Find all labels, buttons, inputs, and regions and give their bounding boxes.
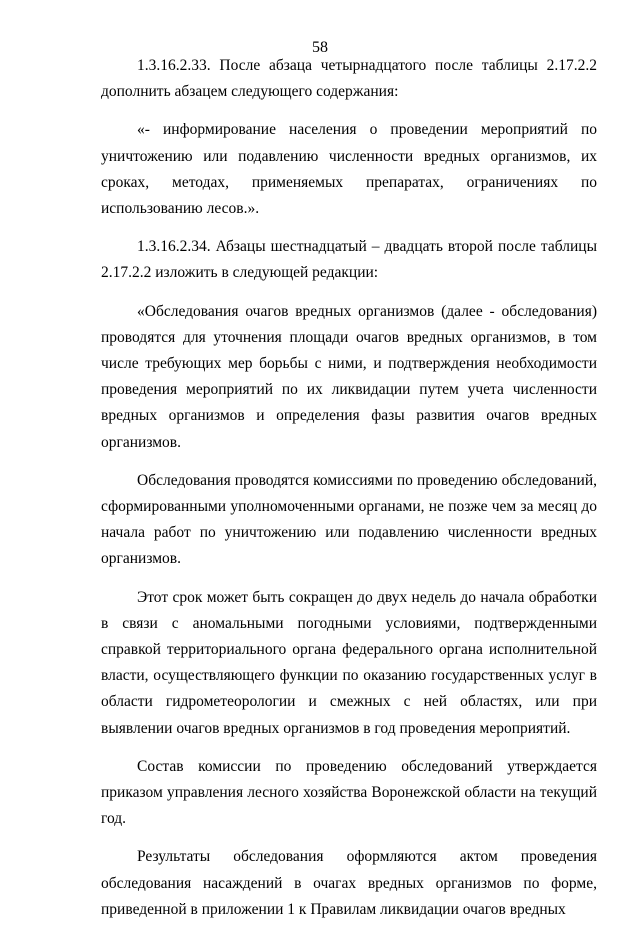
paragraph-amendment-33: 1.3.16.2.33. После абзаца четырнадцатого после таблицы 2.17.2.2 дополнить абзацем следующего содержания: [101, 57, 597, 101]
paragraph-deadline-reduction: Этот срок может быть сокращен до двух недель до начала обработки в связи с аномальными погодными условиями, подтвержденными справкой территориального органа федерального органа исполнительной власти, осуществляющего функции по оказанию государственных услуг в области гидрометеорологии и смежных с ней областях, или при выявлении очагов вредных организмов в год проведения мероприятий. [101, 588, 597, 737]
page-number: 58 [312, 39, 328, 56]
paragraph-commission-composition: Состав комиссии по проведению обследований утверждается приказом управления лесного хозяйства Воронежской области на текущий год. [101, 757, 597, 828]
paragraph-inserted-text: «- информирование населения о проведении мероприятий по уничтожению или подавлению численности вредных организмов, их сроках, методах, применяемых препаратах, ограничениях по использованию лесов.». [101, 121, 597, 218]
paragraph-survey-results: Результаты обследования оформляются актом проведения обследования насаждений в очагах вредных организмов по форме, приведенной в приложении 1 к Правилам ликвидации очагов вредных [101, 848, 597, 918]
document-body [101, 53, 597, 935]
paragraph-surveys-commissions: Обследования проводятся комиссиями по проведению обследований, сформированными уполномоченными органами, не позже чем за месяц до начала работ по уничтожению или подавлению численности вредных организмов. [101, 471, 597, 568]
paragraph-surveys-definition: «Обследования очагов вредных организмов (далее - обследования) проводятся для уточнения площади очагов вредных организмов, в том числе требующих мер борьбы с ними, и подтверждения необходимости проведения мероприятий по их ликвидации путем учета численности вредных организмов и определения фазы развития очагов вредных организмов. [101, 302, 597, 451]
paragraph-amendment-34: 1.3.16.2.34. Абзацы шестнадцатый – двадцать второй после таблицы 2.17.2.2 изложить в следующей редакции: [101, 238, 597, 282]
